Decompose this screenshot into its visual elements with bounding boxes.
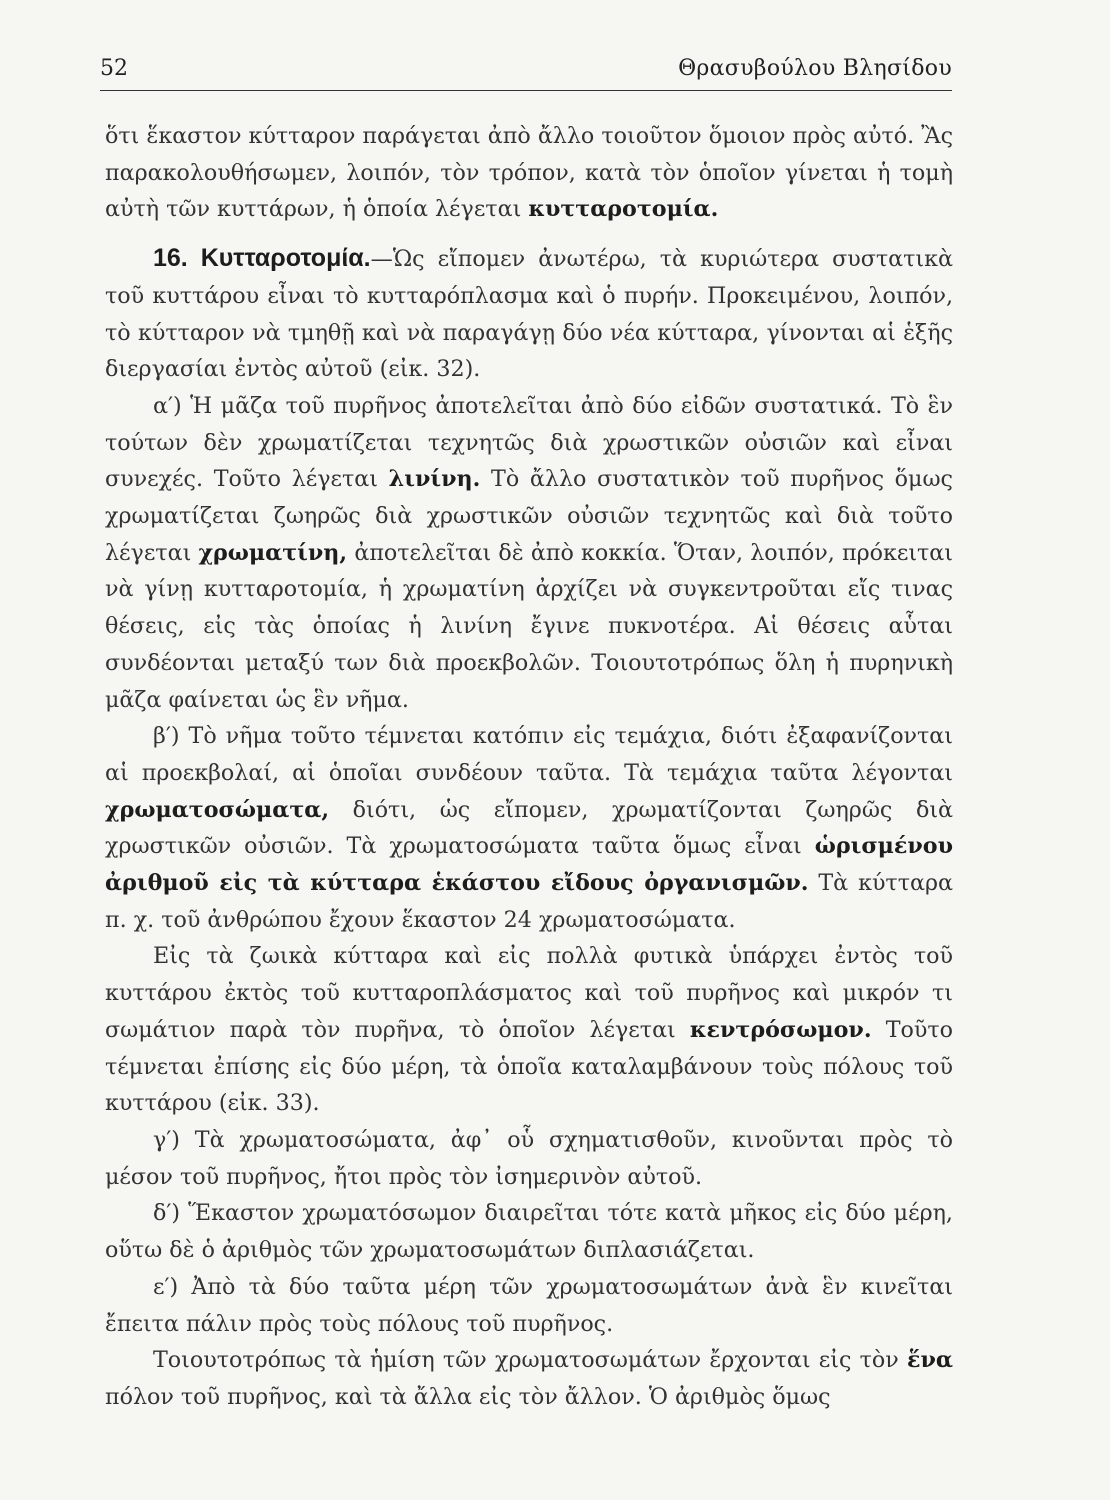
paragraph-step-a [105,388,953,718]
text-run: γ′) Τὰ χρωματοσώματα, ἀφ᾽ οὗ σχηματισθοῦν, κινοῦνται πρὸς τὸ μέσον τοῦ πυρῆνος, ἤτοι πρὸς τὸν ἰσημερινὸν αὐτοῦ. [105,1126,953,1190]
bold-term: λινίνη. [388,466,481,493]
bold-term: χρωματοσώματα, [105,796,330,823]
text-run: Τοῦτο τέμνεται ἐπίσης εἰς δύο μέρη, τὰ ὁποῖα καταλαμβάνουν τοὺς πόλους τοῦ κυττάρου (εἰκ. 33). [105,1016,953,1117]
paragraph-section-16 [105,240,953,388]
bold-phrase: ὡρισμένου ἀριθμοῦ εἰς τὰ κύτταρα ἑκάστου εἴδους ὀργανισμῶν. [105,833,953,897]
text-run: Εἰς τὰ ζωικὰ κύτταρα καὶ εἰς πολλὰ φυτικὰ ὑπάρχει ἐντὸς τοῦ κυττάρου ἐκτὸς τοῦ κυτταροπλάσματος καὶ τοῦ πυρῆνος καὶ μικρόν τι σωμάτιον παρὰ τὸν πυρῆνα, τὸ ὁποῖον λέγεται [105,943,953,1043]
text-run: Τοιουτοτρόπως τὰ ἡμίση τῶν χρωματοσωμάτων ἔρχονται εἰς τὸν [153,1347,908,1374]
paragraph-intro [105,118,953,228]
text-run: ὅτι ἕκαστον κύτταρον παράγεται ἀπὸ ἄλλο τοιοῦτον ὅμοιον πρὸς αὐτό. Ἂς παρακολουθήσωμεν, λοιπόν, τὸν τρόπον, κατὰ τὸν ὁποῖον γίνεται ἡ τομὴ αὐτὴ τῶν κυττάρων, ἡ ὁποία λέγεται [105,123,953,223]
text-run: πόλον τοῦ πυρῆνος, καὶ τὰ ἄλλα εἰς τὸν ἄλλον. Ὁ ἀριθμὸς ὅμως [105,1383,831,1410]
text-run: —Ὡς εἴπομεν ἀνωτέρω, τὰ κυριώτερα συστατικὰ τοῦ κυττάρου εἶναι τὸ κυτταρόπλασμα καὶ ὁ πυρήν. Προκειμένου, λοιπόν, τὸ κύτταρον νὰ τμηθῇ καὶ νὰ παραγάγῃ δύο νέα κύτταρα, γίνονται αἱ ἑξῆς διεργασίαι ἐντὸς αὐτοῦ (εἰκ. 32). [105,246,953,383]
paragraph-step-e [105,1269,953,1342]
page-header [100,56,952,91]
text-run: διότι, ὡς εἴπομεν, χρωματίζονται ζωηρῶς διὰ χρωστικῶν οὐσιῶν. Τὰ χρωματοσώματα ταῦτα ὅμως εἶναι [105,796,953,860]
paragraph-conclusion [105,1342,953,1415]
text-run: α′) Ἡ μᾶζα τοῦ πυρῆνος ἀποτελεῖται ἀπὸ δύο εἰδῶν συστατικά. Τὸ ἓν τούτων δὲν χρωματίζεται τεχνητῶς διὰ χρωστικῶν οὐσιῶν καὶ εἶναι συνεχές. Τοῦτο λέγεται [105,392,953,493]
running-title: Θρασυβούλου Βλησίδου [678,56,952,81]
bold-term: κεντρόσωμον. [689,1016,872,1043]
text-run: β′) Τὸ νῆμα τοῦτο τέμνεται κατόπιν εἰς τεμάχια, διότι ἐξαφανίζονται αἱ προεκβολαί, αἱ ὁποῖαι συνδέουν ταῦτα. Τὰ τεμάχια ταῦτα λέγονται [105,723,953,786]
paragraph-step-c [105,1122,953,1195]
text-run: ἀποτελεῖται δὲ ἀπὸ κοκκία. Ὅταν, λοιπόν, πρόκειται νὰ γίνῃ κυτταροτομία, ἡ χρωματίνη ἀρχίζει νὰ συγκεντροῦται εἴς τινας θέσεις, εἰς τὰς ὁποίας ἡ λινίνη ἔγινε πυκνοτέρα. Αἱ θέσεις αὗται συνδέονται μεταξύ των διὰ προεκβολῶν. Τοιουτοτρόπως ὅλη ἡ πυρηνικὴ μᾶζα φαίνεται ὡς ἓν νῆμα. [105,539,953,713]
page-number: 52 [100,56,128,81]
text-run: δ′) Ἕκαστον χρωματόσωμον διαιρεῖται τότε κατὰ μῆκος εἰς δύο μέρη, οὕτω δὲ ὁ ἀριθμὸς τῶν χρωματοσωμάτων διπλασιάζεται. [105,1200,953,1264]
text-run: Τὸ ἄλλο συστατικὸν τοῦ πυρῆνος ὅμως χρωματίζεται ζωηρῶς διὰ χρωστικῶν οὐσιῶν τεχνητῶς καὶ διὰ τοῦτο λέγεται [105,466,953,566]
bold-term: ἕνα [907,1347,953,1374]
paragraph-step-d [105,1195,953,1268]
page-body [105,118,953,1416]
text-run: ε′) Ἀπὸ τὰ δύο ταῦτα μέρη τῶν χρωματοσωμάτων ἀνὰ ἓν κινεῖται ἔπειτα πάλιν πρὸς τοὺς πόλους τοῦ πυρῆνος. [105,1273,953,1337]
text-run: Τὰ κύτταρα π. χ. τοῦ ἀνθρώπου ἔχουν ἕκαστον 24 χρωματοσώματα. [105,870,953,933]
section-title: 16. Κυτταροτομία. [153,244,371,273]
paragraph-step-b [105,718,953,938]
bold-term: χρωματίνη, [198,539,348,566]
paragraph-centrosome [105,938,953,1122]
bold-term: κυτταροτομία. [528,196,719,223]
